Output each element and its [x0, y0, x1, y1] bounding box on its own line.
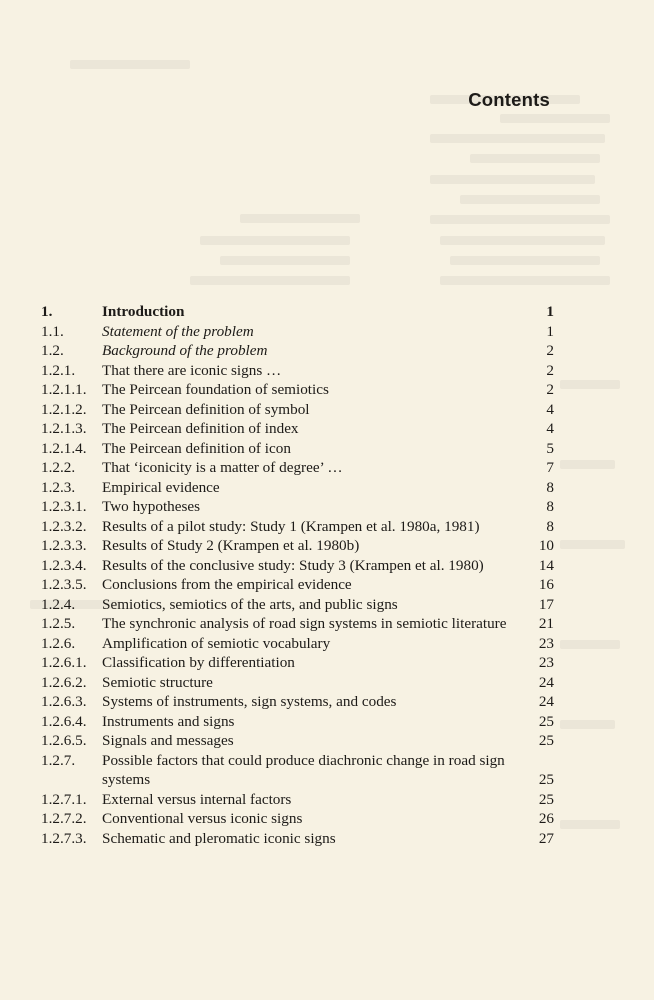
- section-number: 1.2.3.4.: [41, 556, 87, 574]
- page-number: 17: [538, 595, 554, 613]
- section-number: 1.2.1.3.: [41, 420, 87, 437]
- page-number: 21: [538, 615, 554, 632]
- section-title: Two hypotheses: [102, 498, 201, 515]
- toc-entry: [41, 790, 554, 810]
- section-number: 1.2.6.2.: [41, 673, 87, 691]
- toc-entry: [41, 302, 554, 322]
- toc-entry: [41, 361, 554, 381]
- section-title: Results of Study 2 (Krampen et al. 1980b): [102, 537, 360, 554]
- section-number: 1.2.4.: [41, 595, 76, 613]
- section-title: That there are iconic signs …: [102, 361, 282, 379]
- section-number: 1.2.6.1.: [41, 654, 87, 671]
- page-number: 23: [538, 654, 554, 671]
- page-number: 10: [538, 537, 554, 554]
- section-number: 1.2.5.: [41, 615, 76, 632]
- section-number: 1.2.3.: [41, 478, 76, 496]
- page-number: 7: [546, 459, 554, 476]
- section-title: Schematic and pleromatic iconic signs: [102, 829, 336, 847]
- section-title: Results of a pilot study: Study 1 (Krampen et al. 1980a, 1981): [102, 517, 480, 535]
- toc-entry: [41, 829, 554, 849]
- section-number: 1.2.1.: [41, 361, 76, 379]
- toc-entry: [41, 809, 554, 829]
- page-number: 25: [538, 771, 554, 788]
- page-number: 8: [546, 478, 554, 496]
- section-title: The synchronic analysis of road sign systems in semiotic literature: [102, 615, 507, 632]
- section-number: 1.2.1.1.: [41, 381, 87, 398]
- toc-entry: [41, 400, 554, 420]
- section-number: 1.1.: [41, 322, 64, 340]
- page-number: 1: [546, 303, 554, 320]
- section-number: 1.2.1.4.: [41, 439, 87, 457]
- toc-entry: [41, 517, 554, 537]
- toc-entry: [41, 536, 554, 556]
- page-number: 24: [538, 673, 554, 691]
- toc-entry: [41, 458, 554, 478]
- toc-entry: [41, 439, 554, 459]
- page-number: 4: [546, 400, 554, 418]
- section-title: Conclusions from the empirical evidence: [102, 576, 352, 593]
- toc-entry: [41, 634, 554, 654]
- page-number: 24: [538, 693, 554, 710]
- section-number: 1.2.7.: [41, 751, 76, 769]
- section-title: Conventional versus iconic signs: [102, 810, 303, 827]
- page-number: 27: [538, 829, 554, 847]
- section-number: 1.2.1.2.: [41, 400, 87, 418]
- section-number: 1.2.3.1.: [41, 498, 87, 515]
- section-title: Systems of instruments, sign systems, and codes: [102, 693, 397, 710]
- section-title: Results of the conclusive study: Study 3 (Krampen et al. 1980): [102, 556, 484, 574]
- toc-entry: [41, 751, 554, 790]
- toc-entry: [41, 556, 554, 576]
- page-number: 25: [538, 732, 554, 749]
- page-number: 2: [546, 342, 554, 359]
- toc-entry: [41, 595, 554, 615]
- page-number: 4: [546, 420, 554, 437]
- section-title: The Peircean definition of symbol: [102, 400, 310, 418]
- toc-entry: [41, 341, 554, 361]
- section-number: 1.2.: [41, 342, 64, 359]
- section-title: Semiotic structure: [102, 673, 213, 691]
- section-title: Classification by differentiation: [102, 654, 295, 671]
- section-title: That ‘iconicity is a matter of degree’ …: [102, 459, 343, 476]
- section-number: 1.2.6.: [41, 634, 76, 652]
- page-number: 8: [546, 498, 554, 515]
- section-number: 1.2.7.3.: [41, 829, 87, 847]
- section-title: The Peircean foundation of semiotics: [102, 381, 329, 398]
- section-title: Signals and messages: [102, 732, 234, 749]
- section-title: Background of the problem: [102, 342, 268, 359]
- section-title: External versus internal factors: [102, 790, 292, 808]
- section-number: 1.2.6.3.: [41, 693, 87, 710]
- toc-entry: [41, 712, 554, 732]
- section-title: Semiotics, semiotics of the arts, and public signs: [102, 595, 398, 613]
- page-number: 2: [546, 361, 554, 379]
- section-number: 1.: [41, 303, 53, 320]
- page-number: 25: [538, 790, 554, 808]
- section-title: Instruments and signs: [102, 712, 235, 730]
- page-number: 8: [546, 517, 554, 535]
- section-title: Introduction: [102, 303, 185, 320]
- page-number: 26: [538, 810, 554, 827]
- section-title: Amplification of semiotic vocabulary: [102, 634, 331, 652]
- toc-entry: [41, 731, 554, 751]
- section-number: 1.2.2.: [41, 459, 76, 476]
- page-number: 2: [546, 381, 554, 398]
- toc-entry: [41, 419, 554, 439]
- section-number: 1.2.6.4.: [41, 712, 87, 730]
- toc-entry: [41, 478, 554, 498]
- toc-entry: [41, 614, 554, 634]
- page-number: 23: [538, 634, 554, 652]
- page-number: 14: [538, 556, 554, 574]
- section-title: The Peircean definition of icon: [102, 439, 291, 457]
- section-title: Empirical evidence: [102, 478, 220, 496]
- toc-entry: [41, 692, 554, 712]
- section-number: 1.2.6.5.: [41, 732, 87, 749]
- page-number: 5: [546, 439, 554, 457]
- section-number: 1.2.3.3.: [41, 537, 87, 554]
- toc-entry: [41, 497, 554, 517]
- page-number: 25: [538, 712, 554, 730]
- section-title: Possible factors that could produce diachronic change in road sign systems: [102, 751, 505, 788]
- section-number: 1.2.7.1.: [41, 790, 87, 808]
- page-number: 16: [538, 576, 554, 593]
- toc-entry: [41, 673, 554, 693]
- section-title: Statement of the problem: [102, 322, 254, 340]
- toc-entry: [41, 653, 554, 673]
- toc-entry: [41, 322, 554, 342]
- section-number: 1.2.3.2.: [41, 517, 87, 535]
- page-number: 1: [546, 322, 554, 340]
- contents-heading: Contents: [468, 89, 550, 110]
- table-of-contents: [41, 302, 554, 848]
- toc-entry: [41, 575, 554, 595]
- toc-entry: [41, 380, 554, 400]
- section-number: 1.2.3.5.: [41, 576, 87, 593]
- section-title: The Peircean definition of index: [102, 420, 299, 437]
- section-number: 1.2.7.2.: [41, 810, 87, 827]
